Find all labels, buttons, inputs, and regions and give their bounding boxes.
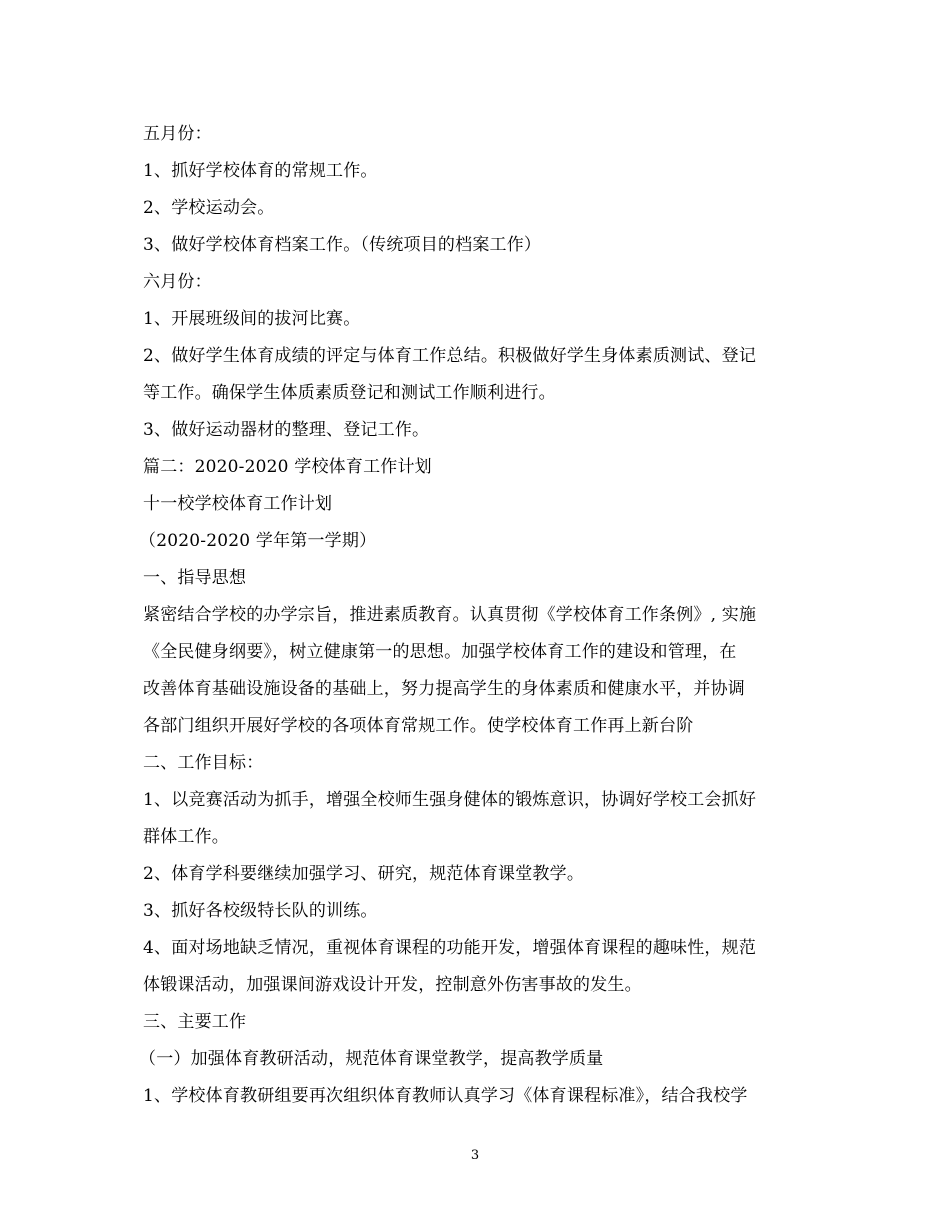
text-line: 1、以竞赛活动为抓手，增强全校师生强身健体的锻炼意识，协调好学校工会抓好: [143, 790, 757, 810]
text-line: 1、开展班级间的拔河比赛。: [143, 309, 361, 329]
section-heading: 一、指导思想: [143, 568, 247, 588]
section-heading: 篇二：2020-2020 学校体育工作计划: [143, 457, 432, 477]
text-line: 3、做好学校体育档案工作。（传统项目的档案工作）: [143, 235, 542, 255]
text-line: 六月份：: [143, 272, 212, 292]
subsection-heading: （一）加强体育教研活动，规范体育课堂教学，提高教学质量: [139, 1049, 604, 1069]
document-body: [139, 116, 813, 1115]
text-line: 3、抓好各校级特长队的训练。: [143, 901, 378, 921]
text-line: 1、抓好学校体育的常规工作。: [143, 161, 378, 181]
text-line: 五月份：: [143, 124, 212, 144]
text-line: 2、体育学科要继续加强学习、研究，规范体育课堂教学。: [143, 864, 585, 884]
text-line: 各部门组织开展好学校的各项体育常规工作。使学校体育工作再上新台阶: [143, 716, 694, 736]
section-heading: 二、工作目标：: [143, 753, 264, 773]
document-title: 十一校学校体育工作计划: [143, 494, 333, 514]
text-line: 2、学校运动会。: [143, 198, 275, 218]
section-heading: 三、主要工作: [143, 1012, 247, 1032]
text-line: 紧密结合学校的办学宗旨，推进素质教育。认真贯彻《学校体育工作条例》, 实施: [143, 605, 757, 625]
page-number: 3: [470, 1148, 480, 1163]
text-line: 2、做好学生体育成绩的评定与体育工作总结。积极做好学生身体素质测试、登记: [143, 346, 757, 366]
text-line: 改善体育基础设施设备的基础上，努力提高学生的身体素质和健康水平，并协调: [143, 679, 745, 699]
text-line: 3、做好运动器材的整理、登记工作。: [143, 420, 430, 440]
text-line: 4、面对场地缺乏情况，重视体育课程的功能开发，增强体育课程的趣味性，规范: [143, 938, 757, 958]
document-subtitle: （2020-2020 学年第一学期）: [139, 531, 377, 551]
text-line: 群体工作。: [143, 827, 229, 847]
text-line: 等工作。确保学生体质素质登记和测试工作顺利进行。: [143, 383, 556, 403]
text-line: 1、学校体育教研组要再次组织体育教师认真学习《体育课程标准》，结合我校学: [143, 1086, 748, 1106]
text-line: 《全民健身纲要》，树立健康第一的思想。加强学校体育工作的建设和管理，在: [143, 642, 737, 662]
text-line: 体锻课活动，加强课间游戏设计开发，控制意外伤害事故的发生。: [143, 975, 642, 995]
